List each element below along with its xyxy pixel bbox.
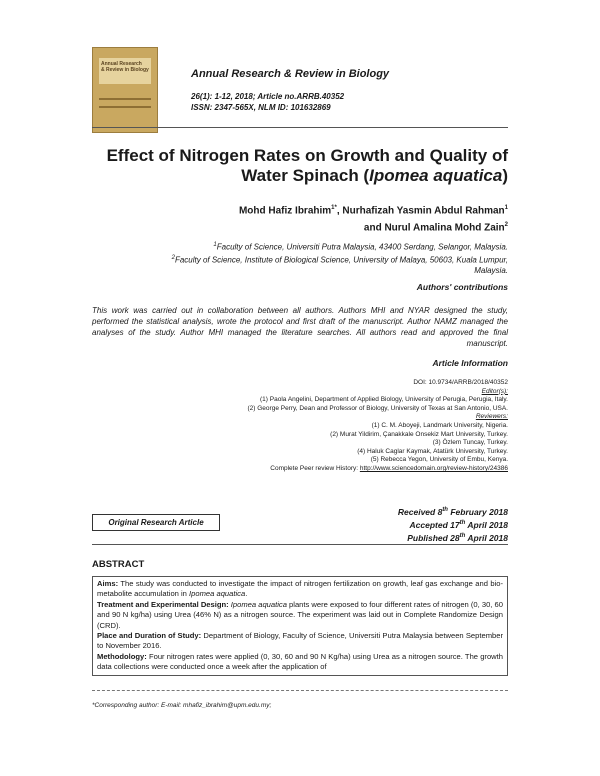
paper-title — [92, 146, 508, 186]
cover-title-line: Annual Research — [101, 61, 142, 67]
peer-review-history — [92, 465, 508, 474]
author-affiliation-mark: 1* — [331, 205, 337, 211]
title-line: ) — [502, 166, 508, 185]
affiliation-line: Malaysia. — [474, 266, 508, 276]
cover-title — [101, 61, 149, 73]
affiliations — [92, 240, 508, 276]
abstract-species: Ipomea aquatica — [189, 589, 246, 599]
footnote-divider — [92, 690, 508, 692]
peer-review-link[interactable]: http://www.sciencedomain.org/review-history/24386 — [359, 464, 508, 472]
accepted-date — [300, 518, 508, 531]
abstract-design — [97, 600, 503, 631]
article-info-heading: Article Information — [432, 358, 508, 368]
corresponding-author-footnote: *Corresponding author: E-mail: mhafiz_ibrahim@upm.edu.my; — [92, 702, 272, 709]
editor-entry: (2) George Perry, Dean and Professor of Biology, University of Texas at San Antonio, USA. — [247, 404, 508, 412]
article-info — [92, 379, 508, 474]
date-text: February 2018 — [447, 506, 508, 517]
title-line: Water Spinach ( — [241, 166, 370, 185]
abstract-aims — [97, 579, 503, 600]
title-line: Effect of Nitrogen Rates on Growth and Quality of — [106, 146, 508, 165]
reviewers-label: Reviewers: — [475, 413, 508, 421]
author-affiliation-mark: 1 — [504, 205, 508, 211]
article-type-badge: Original Research Article — [92, 514, 220, 531]
author-name: and Nurul Amalina Mohd Zain — [363, 222, 505, 234]
journal-volume: 26(1): 1-12, 2018; Article no.ARRB.40352 — [191, 92, 345, 101]
cover-decor-bar — [99, 106, 151, 108]
date-text: April 2018 — [465, 519, 508, 530]
date-text: Received 8 — [397, 506, 443, 517]
editor-entry: (1) Paola Angelini, Department of Applied Biology, University of Perugia, Perugia, Italy. — [260, 396, 508, 404]
abstract-label: Treatment and Experimental Design: — [97, 599, 229, 609]
abstract-label: Place and Duration of Study: — [97, 631, 202, 641]
abstract-box — [92, 576, 508, 676]
reviewer-entry: (5) Rebecca Yegon, University of Embu, Kenya. — [370, 456, 508, 464]
contributions-text: This work was carried out in collaboration between all authors. Authors MHI and NYAR designed the study, performed the statistical analysis, wrote the protocol and first draft of the manuscript. Author NAMZ managed the analyses of the study. Author MHI managed the literature searches. All authors read and approved the final manuscript. — [92, 306, 508, 348]
reviewer-entry: (2) Murat Yildirim, Çanakkale Onsekiz Mart University, Turkey. — [330, 430, 508, 438]
abstract-species: Ipomea aquatica — [228, 599, 287, 609]
peer-review-label: Complete Peer review History: — [270, 464, 360, 472]
date-suffix: th — [459, 532, 466, 539]
author-name: , Nurhafizah Yasmin Abdul Rahman — [336, 205, 505, 217]
header-divider — [92, 127, 508, 128]
reviewer-entry: (4) Haluk Caglar Kaymak, Atatürk University, Turkey. — [357, 447, 508, 455]
received-date — [300, 505, 508, 518]
author-list — [92, 201, 508, 236]
abstract-methodology — [97, 652, 503, 673]
doi-text: DOI: 10.9734/ARRB/2018/40352 — [413, 379, 508, 386]
publication-dates — [300, 505, 508, 543]
affiliation-line: Faculty of Science, Institute of Biological Science, University of Malaya, 50603, Kuala Lumpur, — [174, 255, 508, 265]
affiliation-mark: 1 — [213, 242, 217, 248]
reviewer-entry: (1) C. M. Aboyeji, Landmark University, Nigeria. — [371, 421, 508, 429]
reviewer-entry: (3) Özlem Tuncay, Turkey. — [432, 439, 508, 447]
journal-cover-thumbnail — [92, 47, 158, 133]
author-name: Mohd Hafiz Ibrahim — [238, 205, 332, 217]
abstract-text: Department of Biology, Faculty of Science, Universiti Putra Malaysia between September to November 2016. — [97, 631, 503, 651]
contributions-heading: Authors' contributions — [416, 282, 508, 292]
journal-issn: ISSN: 2347-565X, NLM ID: 101632869 — [191, 103, 331, 112]
published-date — [300, 531, 508, 544]
cover-decor-bar — [99, 98, 151, 100]
abstract-text: The study was conducted to investigate the impact of nitrogen fertilization on growth, leaf gas exchange and bio-metabolite accumulation in — [97, 579, 503, 599]
abstract-text: . — [245, 589, 248, 599]
abstract-divider — [92, 544, 508, 545]
date-suffix: th — [442, 507, 448, 513]
affiliation-mark: 2 — [171, 254, 175, 261]
abstract-text: Four nitrogen rates were applied (0, 30, 60 and 90 N Kg/ha) using Urea as a nitrogen source. The growth data collections were conducted once a week after the application of — [97, 651, 503, 672]
date-text: Published 28 — [407, 532, 460, 543]
date-text: Accepted 17 — [409, 519, 460, 530]
date-text: April 2018 — [465, 532, 508, 543]
abstract-label: Aims: — [97, 579, 119, 588]
journal-name: Annual Research & Review in Biology — [191, 68, 390, 80]
cover-title-line: & Review in Biology — [101, 67, 149, 73]
abstract-label: Methodology: — [97, 651, 147, 661]
abstract-text: plants were exposed to four different rates of nitrogen (0, 30, 60 and 90 N kg/ha) using Urea (46% N) as a nitrogen source. The experiment was laid out in Complete Randomize Design (CRD). — [97, 599, 503, 630]
author-affiliation-mark: 2 — [504, 222, 508, 229]
title-species-name: Ipomea aquatica — [369, 166, 503, 185]
date-suffix: th — [459, 519, 466, 526]
abstract-place — [97, 631, 503, 652]
editors-label: Editor(s): — [481, 387, 508, 395]
abstract-heading: ABSTRACT — [92, 559, 145, 570]
affiliation-line: Faculty of Science, Universiti Putra Malaysia, 43400 Serdang, Selangor, Malaysia. — [216, 242, 508, 252]
